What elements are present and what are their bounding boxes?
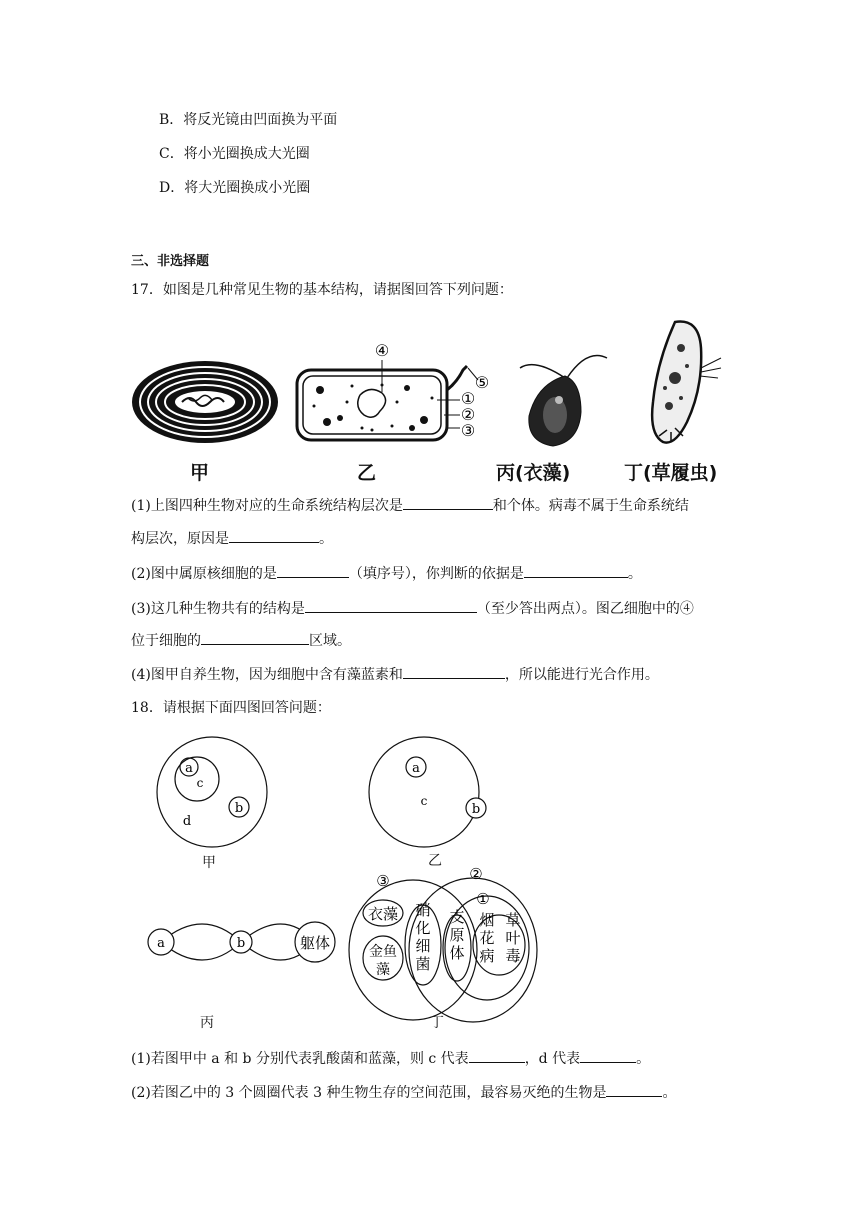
figure-18-jia <box>155 735 270 850</box>
marker-1: ① <box>460 389 476 408</box>
fig18-yi-b: b <box>471 802 481 817</box>
q17-p2-text-c: 。 <box>627 566 642 582</box>
fig18-yi-a: a <box>412 761 420 776</box>
q18-p1-text-a: (1)若图甲中 a 和 b 分别代表乳酸菌和蓝藻，则 c 代表 <box>131 1051 469 1067</box>
q17-p1-text-d: 。 <box>319 531 333 547</box>
fig18-ding-item-zhiyuanti: 支原体 <box>449 908 465 962</box>
fig18-jia-d: d <box>182 814 192 829</box>
label-bing: 丙(衣藻) <box>496 462 571 484</box>
label-yi: 乙 <box>357 462 377 484</box>
figure-18-ding <box>345 860 545 1030</box>
fig18-ding-item-caoyedu: 草叶毒 <box>505 911 521 965</box>
figure-ding <box>645 318 725 450</box>
fig18-ding-marker-1: ① <box>476 890 490 908</box>
q17-p2-blank1[interactable] <box>277 563 349 578</box>
q17-p4-text-a: (4)图甲自养生物，因为细胞中含有藻蓝素和 <box>131 667 403 683</box>
q17-p1-line2 <box>131 528 333 549</box>
fig18-ding-marker-3: ③ <box>376 872 390 890</box>
q17-p3-line2 <box>131 630 351 651</box>
q17-p2-blank2[interactable] <box>524 563 628 578</box>
option-c: C．将小光圈换成大光圈 <box>159 146 310 162</box>
q18-p1-blank2[interactable] <box>580 1048 636 1063</box>
fig18-bing-body: 躯体 <box>299 934 331 952</box>
fig18-yi-c: c <box>420 794 428 808</box>
q18-p2-text-b: 。 <box>662 1085 677 1101</box>
q18-p1-line <box>131 1048 650 1069</box>
q17-p4-line <box>131 664 659 685</box>
q17-p3-text-b: （至少答出两点）。图乙细胞中的④ <box>476 601 694 617</box>
q17-p1-line1 <box>131 495 689 516</box>
q17-p3-blank2[interactable] <box>201 630 309 645</box>
section-title: 三、非选择题 <box>131 254 210 269</box>
figure-yi <box>292 340 492 450</box>
fig18-yi-title: 乙 <box>428 853 442 869</box>
fig18-jia-a: a <box>185 761 193 776</box>
q18-p1-text-c: 。 <box>636 1051 651 1067</box>
marker-2: ② <box>460 405 476 424</box>
q17-p1-text-b: 和个体。病毒不属于生命系统结 <box>492 498 689 514</box>
fig18-jia-c: c <box>196 776 204 790</box>
q18-stem: 18．请根据下面四图回答问题： <box>131 700 331 716</box>
marker-3: ③ <box>460 421 476 440</box>
fig18-ding-item-jinyuzao: 金鱼藻 <box>369 944 397 978</box>
fig18-bing-title: 丙 <box>200 1015 214 1031</box>
q17-p1-blank1[interactable] <box>403 495 493 510</box>
q18-p2-line <box>131 1082 676 1103</box>
q18-p2-text-a: (2)若图乙中的 3 个圆圈代表 3 种生物生存的空间范围，最容易灭绝的生物是 <box>131 1085 607 1101</box>
fig18-bing-b: b <box>236 936 246 951</box>
fig18-ding-item-yizao: 衣藻 <box>367 905 399 923</box>
q17-stem: 17．如图是几种常见生物的基本结构，请据图回答下列问题： <box>131 282 513 298</box>
marker-5: ⑤ <box>474 373 490 392</box>
fig18-ding-marker-2: ② <box>469 865 483 883</box>
label-jia: 甲 <box>190 462 210 484</box>
fig18-jia-title: 甲 <box>202 855 216 871</box>
q17-p2-text-a: (2)图中属原核细胞的是 <box>131 566 277 582</box>
fig18-jia-b: b <box>234 801 244 816</box>
fig18-bing-a: a <box>157 936 165 951</box>
q17-p4-text-b: ，所以能进行光合作用。 <box>504 667 659 683</box>
marker-4: ④ <box>374 341 390 360</box>
q18-p1-blank1[interactable] <box>469 1048 525 1063</box>
figure-18-yi <box>368 735 498 850</box>
option-d: D．将大光圈换成小光圈 <box>159 180 311 196</box>
q17-p2-line <box>131 563 642 584</box>
q17-p1-text-c: 构层次，原因是 <box>131 531 229 547</box>
figure-18-bing <box>143 910 343 980</box>
q18-p1-text-b: ，d 代表 <box>524 1051 581 1067</box>
q17-p3-text-d: 区域。 <box>309 633 351 649</box>
q17-p3-text-a: (3)这几种生物共有的结构是 <box>131 601 305 617</box>
q17-p2-text-b: （填序号），你判断的依据是 <box>348 566 524 582</box>
option-b: B．将反光镜由凹面换为平面 <box>159 112 338 128</box>
q17-p4-blank[interactable] <box>403 664 505 679</box>
fig18-ding-item-yanhuabing: 烟花病 <box>479 911 495 965</box>
q17-p3-blank1[interactable] <box>305 598 477 613</box>
q17-p3-line1 <box>131 598 694 619</box>
fig18-ding-item-xiaohuaxijun: 硝化细菌 <box>415 901 431 973</box>
q18-p2-blank[interactable] <box>606 1082 662 1097</box>
q17-p3-text-c: 位于细胞的 <box>131 633 201 649</box>
q17-p1-blank2[interactable] <box>229 528 319 543</box>
label-ding: 丁(草履虫) <box>624 462 718 484</box>
figure-jia <box>130 360 280 445</box>
q17-p1-text-a: (1)上图四种生物对应的生命系统结构层次是 <box>131 498 403 514</box>
figure-bing <box>515 340 610 450</box>
fig18-ding-title: 丁 <box>430 1015 444 1031</box>
